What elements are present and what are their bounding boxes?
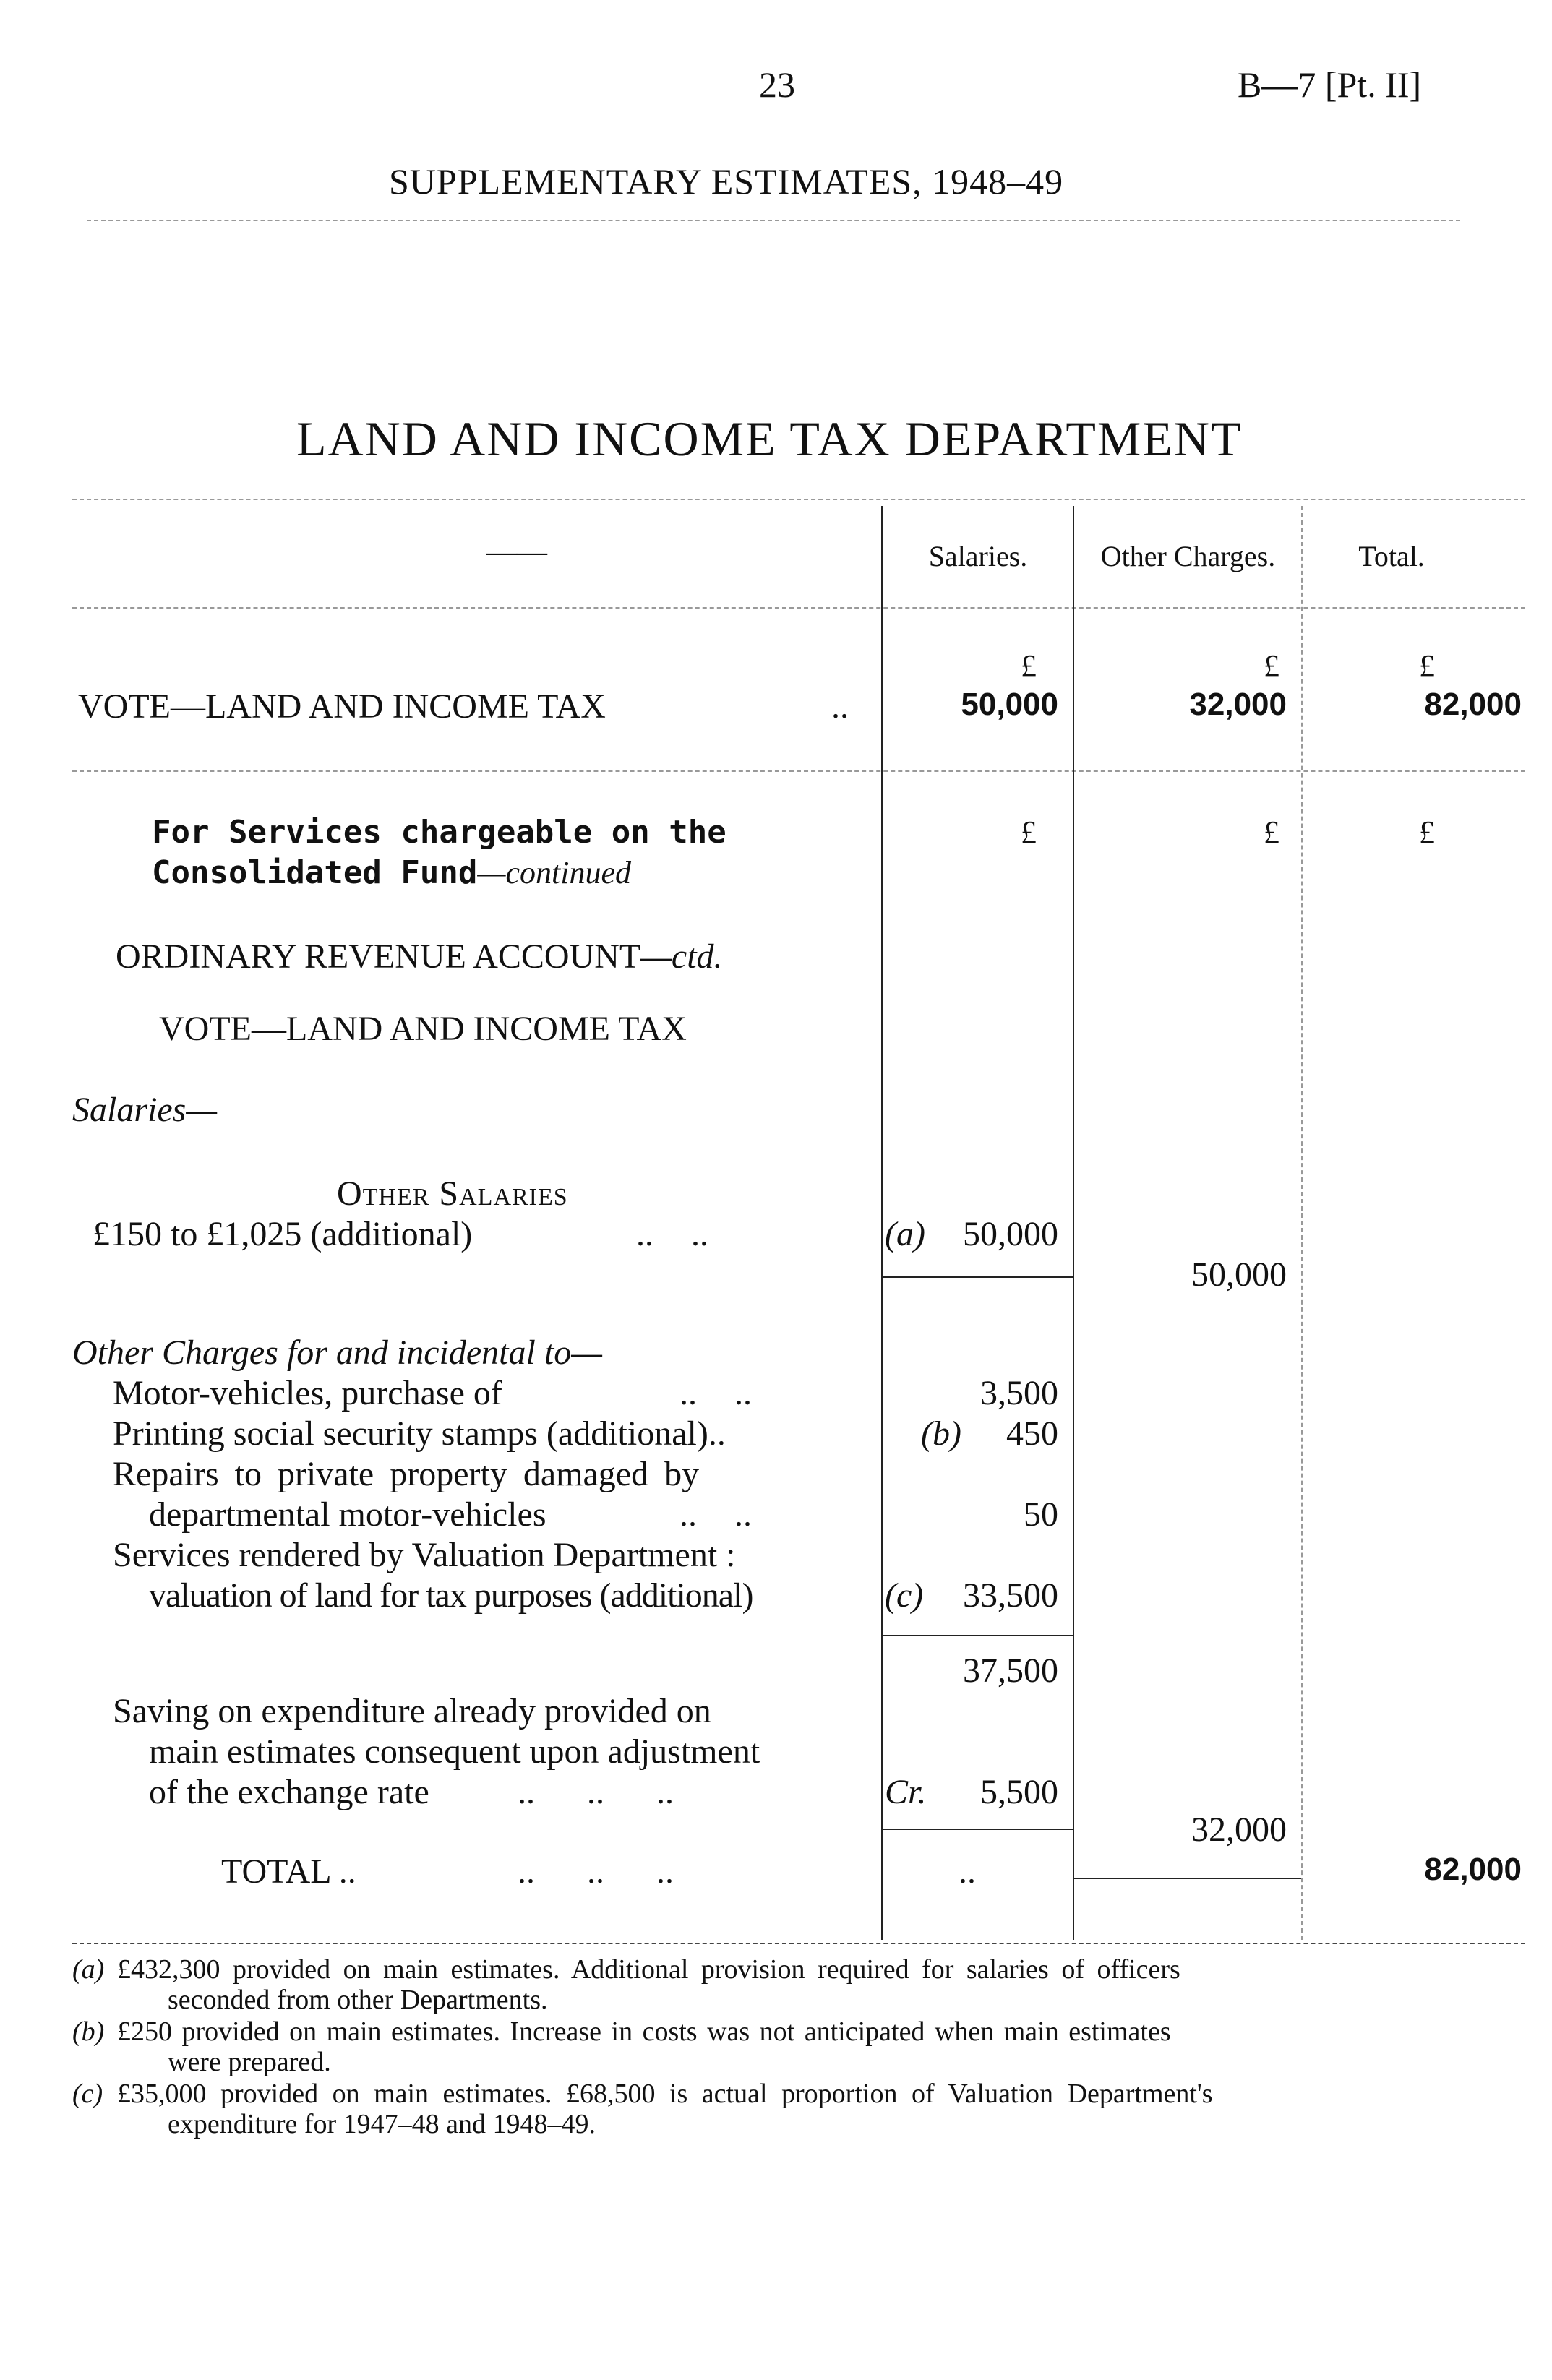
other-charges-header: Other Charges. [1100, 540, 1276, 572]
charge-item-note: (b) [921, 1414, 961, 1453]
other-salaries-heading: Other Salaries [337, 1174, 568, 1213]
col-rule-salaries [881, 506, 883, 1940]
charge-item-leader: .. .. [679, 1374, 752, 1412]
other-salaries-leader: .. .. [636, 1215, 708, 1253]
charge-item-amount: 450 [1006, 1414, 1058, 1453]
department-title: LAND AND INCOME TAX DEPARTMENT [296, 411, 1243, 466]
page-number: 23 [759, 64, 795, 105]
section-currency-other: £ [1264, 815, 1279, 850]
col-rule-other [1073, 506, 1074, 1940]
section-heading-line2 [152, 854, 631, 891]
saving-amount: 5,500 [980, 1773, 1058, 1811]
salaries-subtotal-rule [883, 1276, 1073, 1278]
account-name: ORDINARY REVENUE ACCOUNT [116, 937, 641, 976]
charge-item-amount: 3,500 [980, 1374, 1058, 1412]
footnote-continuation: seconded from other Departments. [168, 1985, 548, 2015]
charge-item-note: (c) [885, 1576, 924, 1615]
charge-item-label: Repairs to private property damaged by [113, 1455, 700, 1493]
footnote-continuation: expenditure for 1947–48 and 1948–49. [168, 2109, 596, 2139]
summary-currency-total: £ [1419, 648, 1435, 684]
total-label: TOTAL .. [221, 1852, 356, 1891]
saving-rule [883, 1829, 1073, 1830]
summary-leader: .. [831, 687, 849, 726]
section-heading-fund: Consolidated Fund [152, 854, 478, 891]
table-top-rule [72, 499, 1525, 500]
section-currency-total: £ [1419, 815, 1435, 850]
footnote-text: £250 provided on main estimates. Increase in costs was not anticipated when main estimates [117, 2016, 1171, 2047]
section-heading-suffix: —continued [477, 855, 631, 890]
total-salaries: .. [959, 1852, 976, 1891]
vote-heading: VOTE—LAND AND INCOME TAX [159, 1010, 687, 1048]
saving-leader: .. .. .. [518, 1773, 674, 1811]
charge-item-label: Services rendered by Valuation Department : [113, 1536, 736, 1574]
other-salaries-subtotal: 50,000 [1191, 1255, 1287, 1294]
header-rule [87, 220, 1460, 221]
header-bottom-rule [72, 607, 1525, 609]
charge-item-amount: 33,500 [963, 1576, 1058, 1615]
footnote-text: £432,300 provided on main estimates. Additional provision required for salaries of officers [117, 1954, 1180, 1985]
summary-bottom-rule [72, 770, 1525, 772]
footnote-rule [72, 1943, 1525, 1944]
other-salaries-label: £150 to £1,025 (additional) [93, 1215, 473, 1253]
charge-item-label: Printing social security stamps (additional).. [113, 1414, 726, 1453]
document-title: SUPPLEMENTARY ESTIMATES, 1948–49 [389, 161, 1064, 202]
footnote-mark: (b) [72, 2016, 105, 2047]
page-reference: B—7 [Pt. II] [1238, 64, 1422, 105]
account-heading [116, 937, 723, 976]
footnote-text: £35,000 provided on main estimates. £68,500 is actual proportion of Valuation Department's [117, 2079, 1213, 2109]
summary-salaries: 50,000 [961, 687, 1058, 722]
other-salaries-amount: 50,000 [963, 1215, 1058, 1253]
salaries-header: Salaries. [928, 540, 1028, 572]
charge-item-amount: 50 [1024, 1495, 1058, 1534]
saving-label-continuation: main estimates consequent upon adjustment [149, 1732, 760, 1771]
col-rule-total [1301, 506, 1303, 1940]
section-heading-line1: For Services chargeable on the [152, 814, 726, 851]
charges-gross: 37,500 [963, 1651, 1058, 1690]
charges-net: 32,000 [1191, 1810, 1287, 1849]
summary-label: VOTE—LAND AND INCOME TAX [78, 687, 606, 726]
charge-item-label: Motor-vehicles, purchase of [113, 1374, 502, 1412]
salaries-heading: Salaries— [72, 1091, 218, 1129]
charge-item-leader: .. .. [679, 1495, 752, 1534]
footnote-mark: (a) [72, 1954, 105, 1985]
total-other-rule [1074, 1878, 1301, 1879]
summary-total: 82,000 [1424, 687, 1522, 722]
footnote-mark: (c) [72, 2079, 103, 2109]
charge-item-label-continuation: departmental motor-vehicles [149, 1495, 546, 1534]
charges-gross-rule [883, 1635, 1073, 1636]
total-leader: .. .. .. [518, 1852, 674, 1891]
summary-other-charges: 32,000 [1189, 687, 1287, 722]
other-charges-heading: Other Charges for and incidental to— [72, 1333, 602, 1372]
summary-currency-other: £ [1264, 648, 1279, 684]
summary-currency-salaries: £ [1021, 648, 1037, 684]
section-currency-salaries: £ [1021, 815, 1037, 850]
footnote-continuation: were prepared. [168, 2047, 331, 2077]
saving-prefix: Cr. [885, 1773, 927, 1811]
charge-item-label-continuation: valuation of land for tax purposes (additional) [149, 1576, 753, 1615]
stub-header: —— [486, 536, 547, 569]
other-salaries-note: (a) [885, 1215, 925, 1253]
grand-total: 82,000 [1424, 1852, 1522, 1887]
saving-label-continuation: of the exchange rate [149, 1773, 429, 1811]
total-header: Total. [1358, 540, 1425, 572]
account-suffix: —ctd. [640, 937, 723, 976]
saving-label: Saving on expenditure already provided on [113, 1692, 711, 1730]
